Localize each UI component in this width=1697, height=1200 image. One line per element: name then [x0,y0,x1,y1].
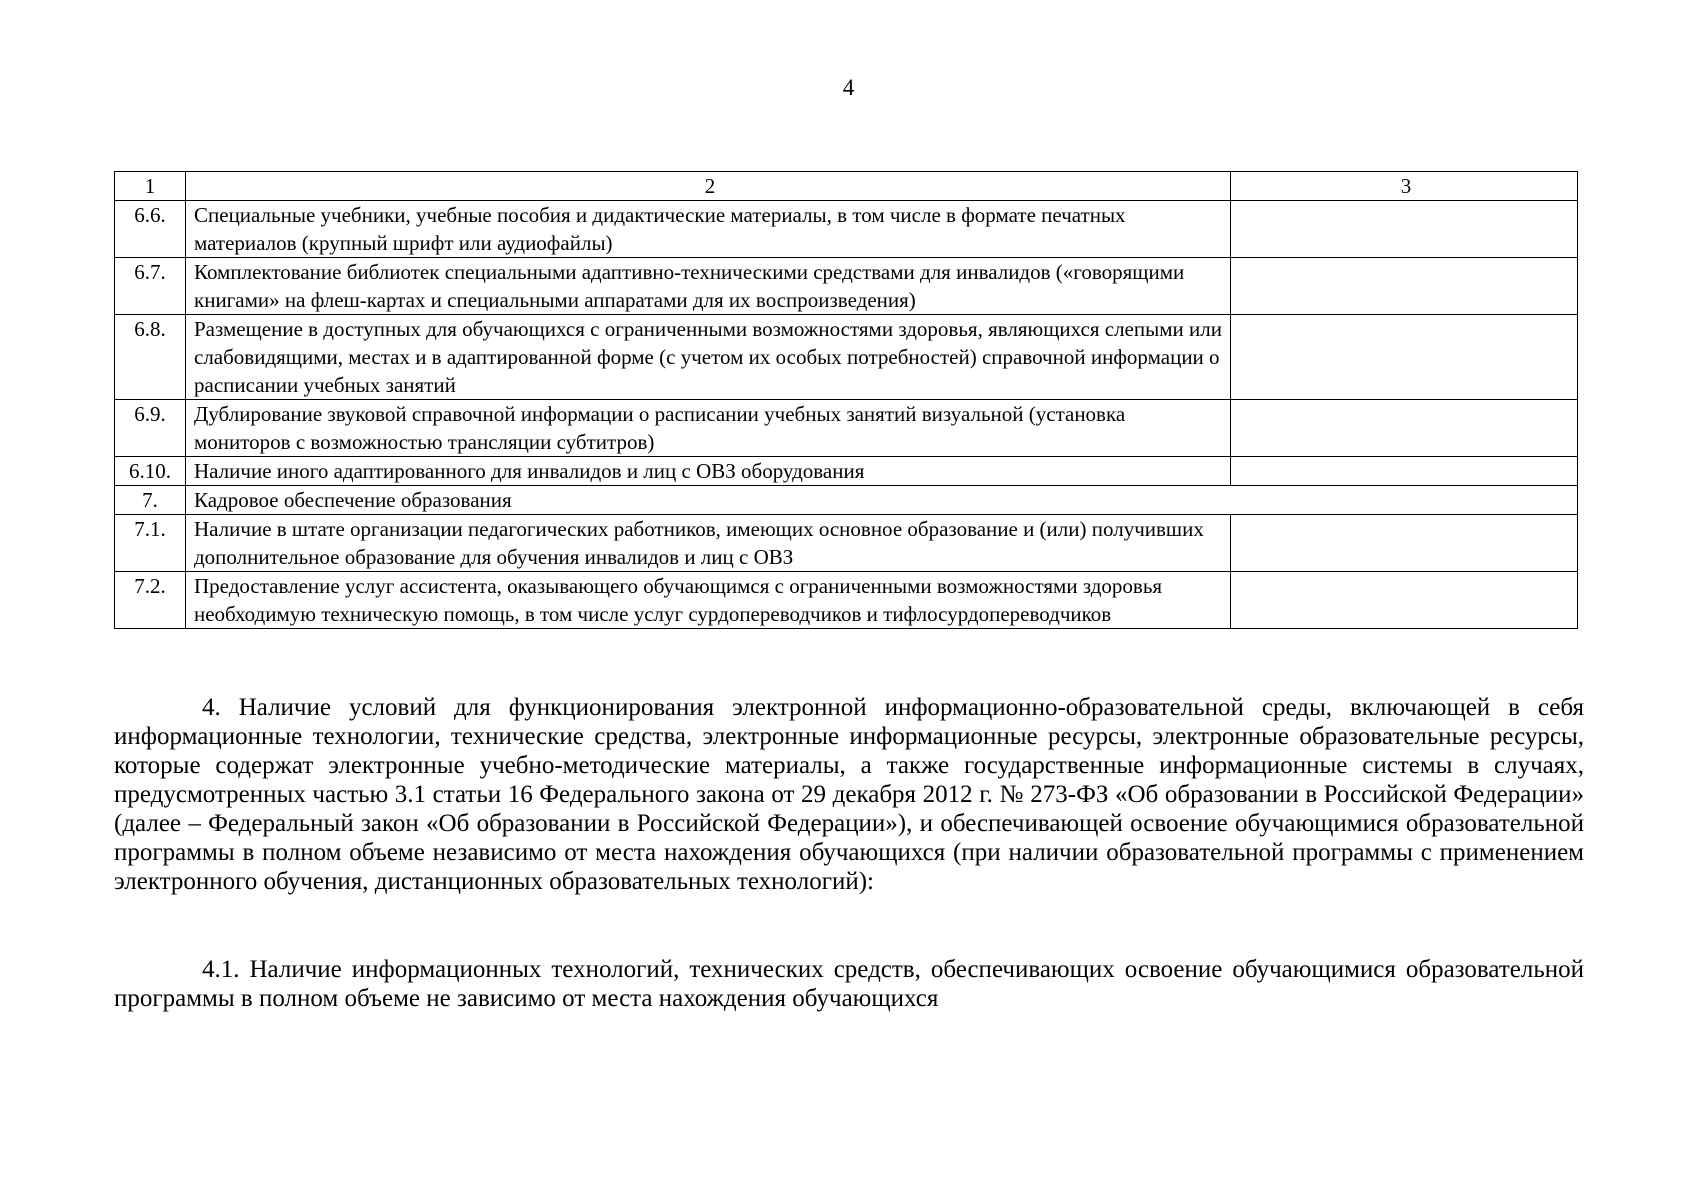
row-value [1231,400,1578,457]
table-row [115,515,1578,572]
row-text: Размещение в доступных для обучающихся с ограниченными возможностями здоровья, являющихся слепыми или слабовидящими, местах и в адаптированной форме (с учетом их особых потребностей) справочной информации о расписании учебных занятий [186,315,1231,400]
row-number: 6.6. [115,201,186,258]
paragraph-4-1: 4.1. Наличие информационных технологий, технических средств, обеспечивающих освоение обучающимися образовательной программы в полном объеме не зависимо от места нахождения обучающихся [114,956,1584,1012]
row-number: 7. [115,486,186,515]
column-header: 2 [186,172,1231,201]
row-text: Дублирование звуковой справочной информации о расписании учебных занятий визуальной (установка мониторов с возможностью трансляции субтитров) [186,400,1231,457]
table-row [115,457,1578,486]
table-header-row [115,172,1578,201]
row-value [1231,201,1578,258]
column-header: 3 [1231,172,1578,201]
table-row [115,400,1578,457]
row-value [1231,315,1578,400]
row-text: Наличие в штате организации педагогических работников, имеющих основное образование и (или) получивших дополнительное образование для обучения инвалидов и лиц с ОВЗ [186,515,1231,572]
row-value [1231,515,1578,572]
row-value [1231,258,1578,315]
table-row [115,572,1578,629]
row-value [1231,572,1578,629]
row-value [1231,457,1578,486]
paragraph-4: 4. Наличие условий для функционирования электронной информационно-образовательной среды, включающей в себя информационные технологии, технические средства, электронные информационные ресурсы, электронные образовательные ресурсы, которые содержат электронные учебно-методические материалы, а также государственные информационные системы в случаях, предусмотренных частью 3.1 статьи 16 Федерального закона от 29 декабря 2012 г. № 273-ФЗ «Об образовании в Российской Федерации» (далее – Федеральный закон «Об образовании в Российской Федерации»), и обеспечивающей освоение обучающимися образовательной программы в полном объеме независимо от места нахождения обучающихся (при наличии образовательной программы с применением электронного обучения, дистанционных образовательных технологий): [114,694,1584,895]
section-title: Кадровое обеспечение образования [186,486,1578,515]
table-section-row [115,486,1578,515]
row-text: Комплектование библиотек специальными адаптивно-техническими средствами для инвалидов («говорящими книгами» на флеш-картах и специальными аппаратами для их воспроизведения) [186,258,1231,315]
row-number: 6.10. [115,457,186,486]
table-row [115,258,1578,315]
table-row [115,315,1578,400]
row-number: 7.1. [115,515,186,572]
row-number: 6.9. [115,400,186,457]
row-number: 6.7. [115,258,186,315]
row-text: Наличие иного адаптированного для инвалидов и лиц с ОВЗ оборудования [186,457,1231,486]
row-text: Предоставление услуг ассистента, оказывающего обучающимся с ограниченными возможностями здоровья необходимую техническую помощь, в том числе услуг сурдопереводчиков и тифлосурдопереводчиков [186,572,1231,629]
conditions-table-wrapper [114,171,1577,629]
column-header: 1 [115,172,186,201]
conditions-table [114,171,1578,629]
page-number: 4 [842,75,855,100]
row-number: 7.2. [115,572,186,629]
row-text: Специальные учебники, учебные пособия и дидактические материалы, в том числе в формате печатных материалов (крупный шрифт или аудиофайлы) [186,201,1231,258]
row-number: 6.8. [115,315,186,400]
table-row [115,201,1578,258]
